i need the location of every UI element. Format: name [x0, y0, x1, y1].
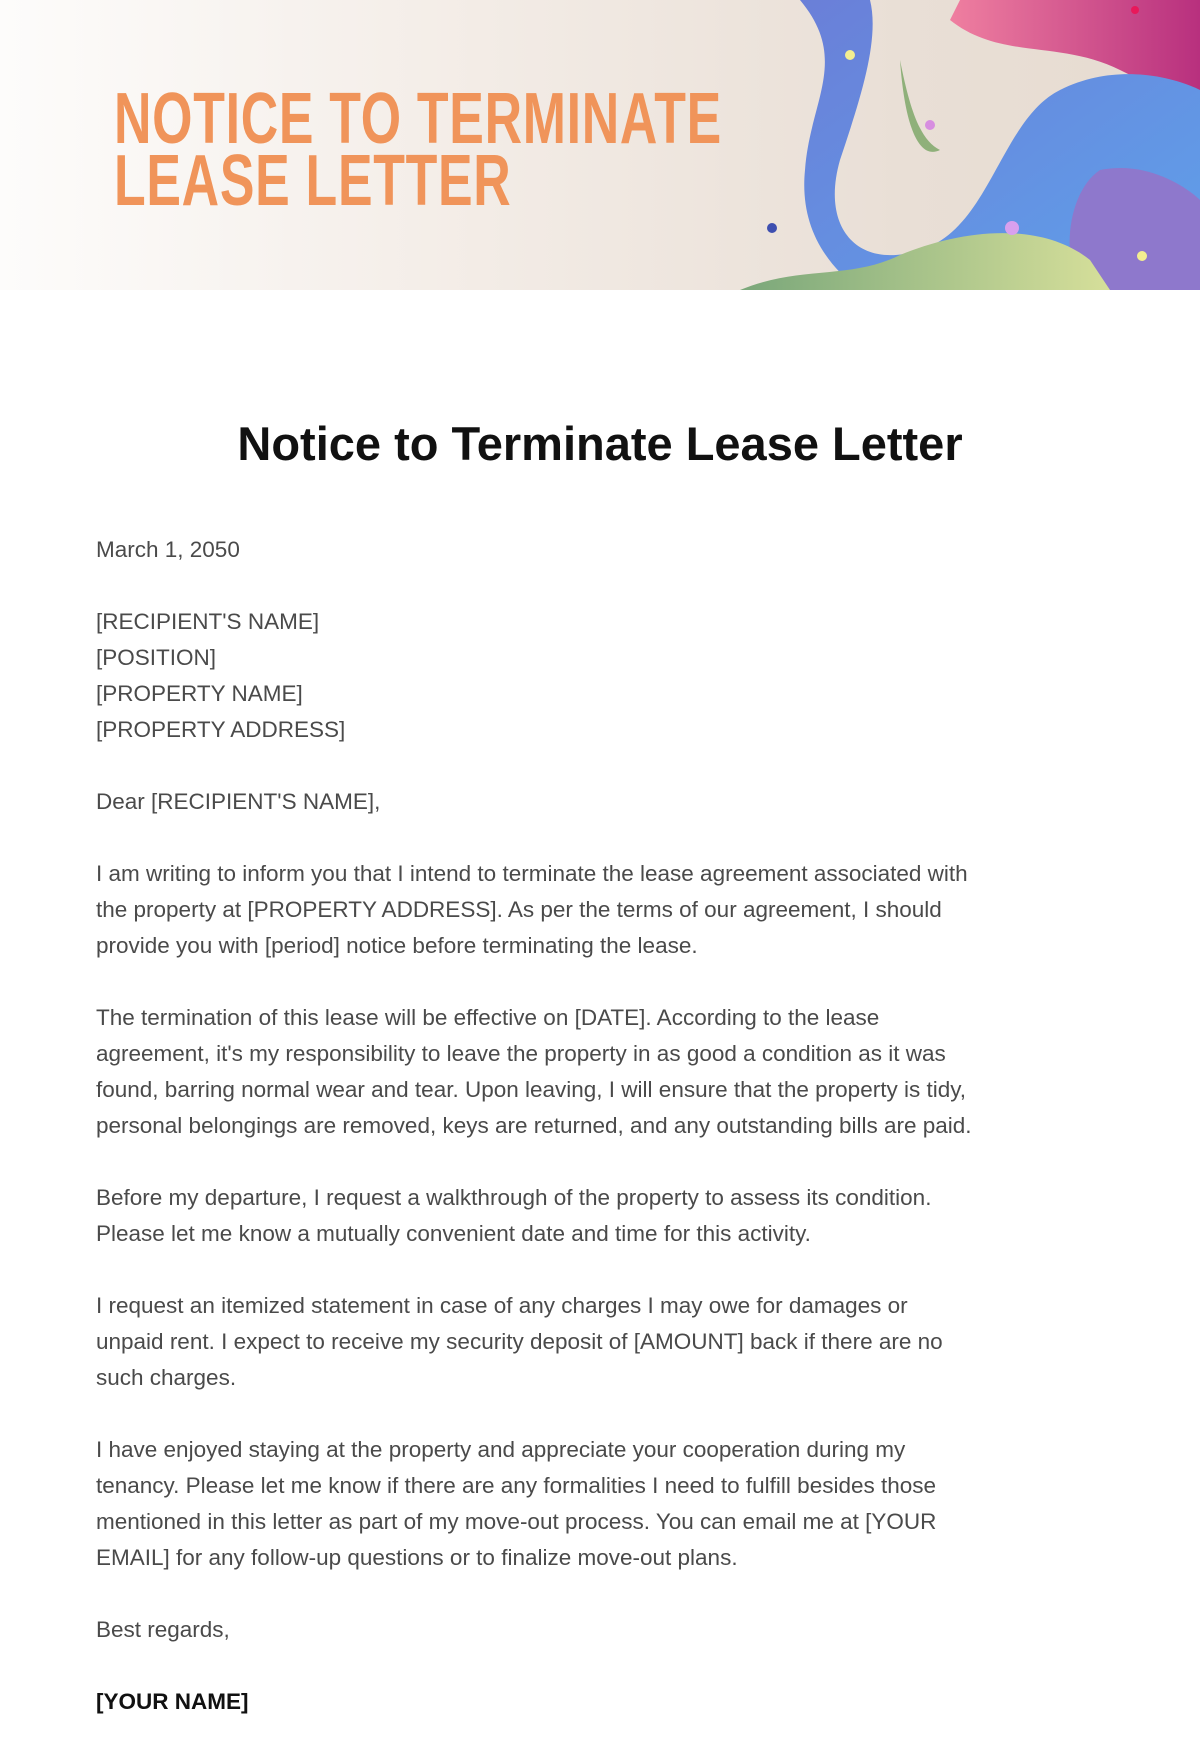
recipient-line: [POSITION] [96, 645, 217, 670]
paragraph-line: tenancy. Please let me know if there are any formalities I need to fulfill besides those [96, 1473, 937, 1498]
letter-body [96, 532, 1136, 1756]
salutation-text: Dear [RECIPIENT'S NAME], [96, 789, 381, 814]
signature [96, 1684, 1136, 1720]
banner-title-line: NOTICE TO TERMINATE [114, 79, 722, 159]
recipient-line: [PROPERTY NAME] [96, 681, 303, 706]
paragraph-line: agreement, it's my responsibility to leave the property in as good a condition as it was [96, 1041, 946, 1066]
paragraph-line: The termination of this lease will be effective on [DATE]. According to the lease [96, 1005, 880, 1030]
paragraph-line: found, barring normal wear and tear. Upon leaving, I will ensure that the property is tidy, [96, 1077, 967, 1102]
recipient-line: [PROPERTY ADDRESS] [96, 717, 346, 742]
paragraph-line: I am writing to inform you that I intend to terminate the lease agreement associated with [96, 861, 968, 886]
paragraph-line: such charges. [96, 1365, 237, 1390]
paragraph-line: Please let me know a mutually convenient date and time for this activity. [96, 1221, 811, 1246]
banner-title [114, 79, 722, 221]
recipient-block [96, 604, 1136, 748]
paragraph-line: personal belongings are removed, keys are returned, and any outstanding bills are paid. [96, 1113, 972, 1138]
paragraph [96, 1288, 1136, 1396]
paragraph-line: Before my departure, I request a walkthrough of the property to assess its condition. [96, 1185, 932, 1210]
salutation [96, 784, 1136, 820]
closing-text: Best regards, [96, 1617, 230, 1642]
date-text: March 1, 2050 [96, 537, 240, 562]
paragraph-line: I request an itemized statement in case of any charges I may owe for damages or [96, 1293, 908, 1318]
page-title: Notice to Terminate Lease Letter [237, 417, 963, 470]
paragraph [96, 1432, 1136, 1576]
header-banner [0, 0, 1200, 290]
paragraph-line: mentioned in this letter as part of my move-out process. You can email me at [YOUR [96, 1509, 937, 1534]
recipient-line: [RECIPIENT'S NAME] [96, 609, 320, 634]
paragraph-line: unpaid rent. I expect to receive my security deposit of [AMOUNT] back if there are no [96, 1329, 943, 1354]
paragraph-line: provide you with [period] notice before terminating the lease. [96, 933, 698, 958]
paragraph-line: the property at [PROPERTY ADDRESS]. As per the terms of our agreement, I should [96, 897, 942, 922]
paragraph-line: EMAIL] for any follow-up questions or to finalize move-out plans. [96, 1545, 738, 1570]
signature-name: [YOUR NAME] [96, 1689, 249, 1714]
paragraph-line: I have enjoyed staying at the property and appreciate your cooperation during my [96, 1437, 906, 1462]
paragraph [96, 1180, 1136, 1252]
banner-title-line: LEASE LETTER [114, 141, 512, 221]
paragraph [96, 856, 1136, 964]
paragraph [96, 1000, 1136, 1144]
closing [96, 1612, 1136, 1648]
letter-date [96, 532, 1136, 568]
